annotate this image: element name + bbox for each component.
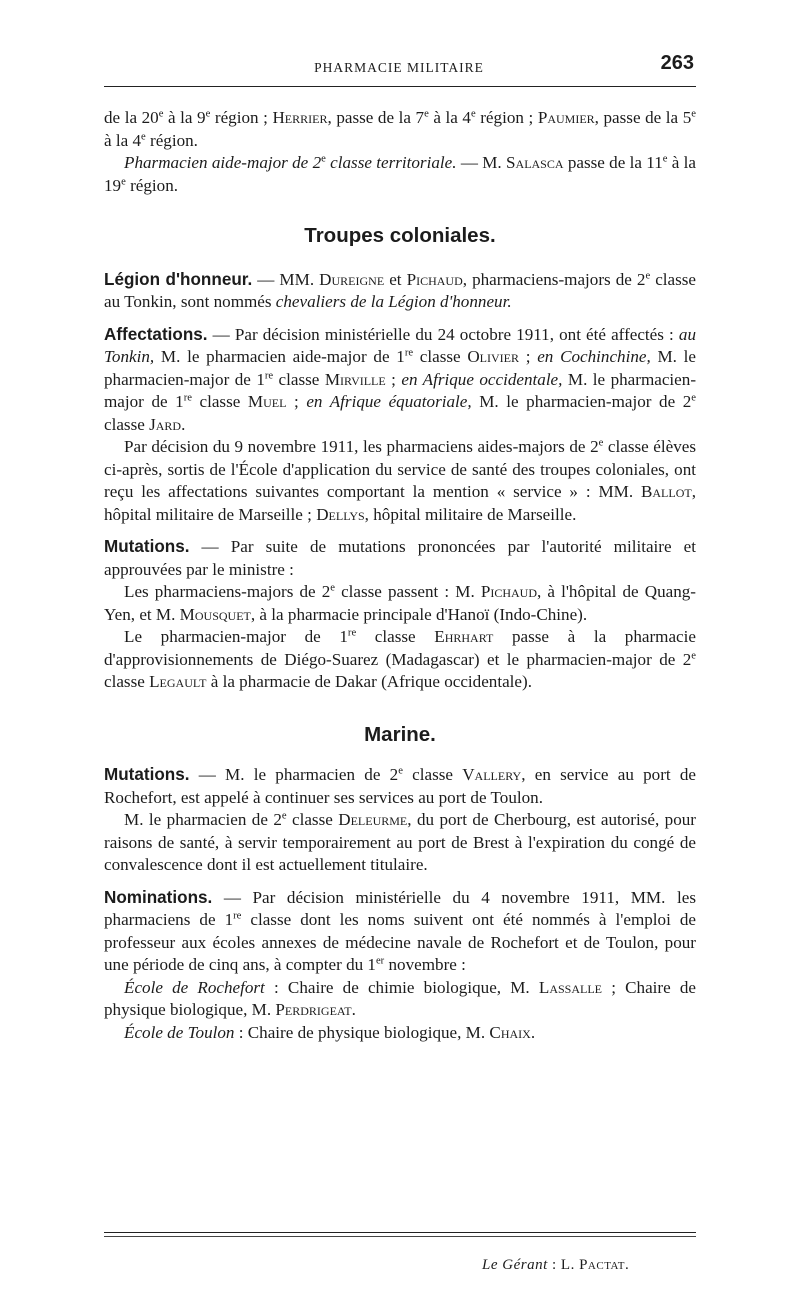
person-name: Legault (149, 672, 207, 691)
paragraph-mutations-ehrhart (104, 626, 696, 694)
text: . (530, 1022, 536, 1042)
header-rule (104, 86, 696, 87)
superscript: e (398, 765, 403, 777)
superscript: e (281, 810, 287, 822)
text: M. le pharmacien-major de 2 (471, 392, 692, 411)
person-name: Pichaud (406, 269, 463, 289)
italic-text: Le Gérant (482, 1257, 548, 1273)
superscript: re (404, 347, 414, 359)
text: — Par décision ministérielle du 4 novembre 1911, MM. les pharmaciens de 1 (104, 887, 696, 929)
superscript: e (205, 108, 211, 120)
section-title-marine: Marine. (364, 722, 436, 746)
superscript: re (347, 627, 357, 639)
text: M. le pharmacien-major de 1 (104, 347, 697, 389)
text: et (384, 269, 407, 289)
person-name: Vallery (462, 765, 522, 784)
text: . (181, 414, 186, 434)
gerant-signature (482, 1257, 629, 1274)
text: M. le pharmacien aide-major de 1 (154, 347, 405, 366)
paragraph-mutations-colonies (104, 536, 696, 581)
paragraph-decision-9-novembre (104, 436, 696, 526)
paragraph-label: Mutations. (104, 765, 190, 784)
running-title: PHARMACIE MILITAIRE (314, 60, 484, 75)
paragraph-label: Nominations. (104, 887, 213, 907)
superscript: e (598, 437, 604, 449)
text: région. (145, 130, 198, 150)
person-name: Ballot (640, 482, 692, 501)
text: classe (104, 672, 150, 691)
paragraph-nominations (104, 887, 696, 977)
superscript: e (121, 175, 126, 187)
text: , hôpital militaire de Marseille ; (104, 482, 696, 524)
paragraph-legion-honneur (104, 269, 696, 314)
running-head (104, 50, 694, 80)
text: — Par décision ministérielle du 24 octobre 1911, ont été affectés : (207, 324, 679, 344)
text: classe passent : M. (334, 582, 481, 601)
person-name: Lassalle (538, 977, 603, 997)
text: . (351, 1000, 356, 1019)
paragraph-mutations-majors (104, 581, 696, 626)
text: ; Chaire de physique biologique, M. (104, 977, 696, 1019)
text: , en service au port de Rochefort, est appelé à continuer ses services au port de Toulon. (104, 765, 697, 807)
person-name: Herrier (272, 108, 328, 127)
text: à la pharmacie de Dakar (Afrique occidentale). (206, 672, 532, 691)
paragraph-territorial (104, 152, 696, 197)
italic-text: en Afrique occidentale, (401, 369, 563, 389)
text: , passe de la 5 (594, 108, 692, 127)
text: classe (286, 810, 339, 829)
text: classe dont les noms suivent ont été nommés à l'emploi de professeur aux écoles annexes de médecine navale de Rochefort et de Toulon, pour une période de cinq ans, à compter du 1 (104, 910, 696, 974)
person-name: Dureigne (319, 269, 385, 289)
superscript: e (691, 392, 696, 404)
text: — M. (456, 153, 507, 172)
text: novembre : (384, 955, 466, 974)
italic-text: au Tonkin, (104, 324, 696, 366)
text: M. le pharmacien de 2 (124, 810, 282, 829)
superscript: e (158, 108, 164, 120)
superscript: e (470, 108, 476, 120)
person-name: Muel (247, 392, 287, 411)
superscript: e (330, 582, 335, 594)
text: classe (402, 765, 463, 784)
text: — MM. (252, 269, 320, 289)
text: passe à la pharmacie d'approvisionnements de Diégo-Suarez (Madagascar) et le pharmacien-major de 2 (104, 627, 696, 669)
text: , à la pharmacie principale d'Hanoï (Indo-Chine). (250, 604, 588, 624)
text: classe (273, 369, 325, 389)
superscript: e (141, 130, 146, 142)
text: région ; (210, 108, 273, 127)
text: ; (519, 347, 538, 366)
person-name: Perdrigeat (275, 1000, 352, 1019)
paragraph-mutations-marine (104, 764, 696, 809)
person-name: Pichaud (480, 582, 538, 601)
text: classe (191, 392, 248, 411)
text: : Chaire de chimie biologique, M. (264, 977, 539, 997)
text: , à l'hôpital de Quang-Yen, et M. (104, 582, 696, 624)
superscript: e (645, 269, 651, 281)
paragraph-ecole-rochefort (104, 977, 696, 1022)
superscript: er (375, 955, 385, 967)
italic-text: École de Toulon (124, 1022, 235, 1042)
superscript: e (691, 649, 696, 661)
superscript: re (264, 369, 274, 381)
text: Le pharmacien-major de 1 (124, 627, 348, 646)
text: classe (356, 627, 435, 646)
text: Par décision du 9 novembre 1911, les pharmaciens aides-majors de 2 (124, 437, 599, 456)
paragraph-label: Mutations. (104, 537, 190, 556)
text: , hôpital militaire de Marseille. (364, 504, 577, 524)
text: : L. (547, 1257, 580, 1273)
text: classe (413, 347, 468, 366)
paragraph-ecole-toulon (104, 1022, 696, 1045)
person-name: Mousquet (179, 604, 251, 624)
text: : Chaire de physique biologique, M. (234, 1022, 490, 1042)
paragraph-region-transfers (104, 107, 696, 152)
superscript: e (691, 108, 696, 120)
text: . (625, 1257, 630, 1273)
text: ; (385, 369, 402, 389)
footer-rule-thin (104, 1236, 696, 1237)
section-title-troupes-coloniales: Troupes coloniales. (304, 224, 496, 247)
paragraph-label: Légion d'honneur. (104, 269, 253, 289)
text: — Par suite de mutations prononcées par l'autorité militaire et approuvées par le ministre : (104, 537, 696, 579)
superscript: e (662, 153, 668, 165)
text: région. (125, 175, 179, 195)
text: région ; (475, 108, 538, 127)
text: de la 20 (104, 108, 159, 127)
italic-text: École de Rochefort (124, 977, 265, 997)
italic-text: Pharmacien aide-major de 2 (124, 153, 322, 172)
paragraph-mutations-deleurme (104, 809, 696, 877)
person-name: Chaix (489, 1022, 531, 1042)
person-name: Deleurme (338, 810, 408, 829)
text: à la 19 (104, 153, 697, 195)
text: , pharmaciens-majors de 2 (462, 269, 646, 289)
italic-text: en Afrique équatoriale, (306, 392, 472, 411)
text: Les pharmaciens-majors de 2 (124, 582, 331, 601)
text: M. le pharmacien-major de 1 (104, 369, 697, 411)
superscript: e (321, 153, 326, 165)
page-number: 263 (660, 52, 694, 74)
superscript: re (183, 392, 192, 404)
paragraph-label: Affectations. (104, 324, 208, 344)
paragraph-affectations (104, 324, 696, 437)
person-name: Paumier (537, 108, 595, 127)
superscript: re (233, 910, 242, 922)
text: , du port de Cherbourg, est autorisé, pour raisons de santé, à servir temporairement au port de Brest à l'expiration du congé de convalescence dont il est actuellement titulaire. (104, 810, 696, 874)
text: classe (104, 414, 150, 434)
person-name: Salasca (506, 153, 564, 172)
text: classe au Tonkin, sont nommés (104, 269, 697, 311)
italic-text: classe territoriale. (325, 153, 457, 172)
text: à la 4 (104, 130, 142, 150)
italic-text: chevaliers de la Légion d'honneur. (275, 292, 512, 311)
text: ; (286, 392, 307, 411)
person-name: Olivier (467, 347, 519, 366)
text: à la 4 (428, 108, 471, 127)
italic-text: en Cochinchine, (537, 347, 651, 366)
text: classe élèves ci-après, sortis de l'École d'application du service de santé des troupes coloniales, ont reçu les affectations suivantes comportant la mention « service » : MM. (104, 437, 696, 501)
person-name: Ehrhart (434, 627, 494, 646)
person-name: Pactat (579, 1257, 625, 1273)
text: — M. le pharmacien de 2 (189, 765, 399, 784)
page-body (104, 107, 696, 1044)
text: passe de la 11 (563, 153, 663, 172)
person-name: Dellys (316, 504, 365, 524)
person-name: Mirville (324, 369, 386, 389)
person-name: Jard (149, 414, 182, 434)
text: à la 9 (163, 108, 206, 127)
footer-rule (104, 1232, 696, 1233)
superscript: e (424, 108, 429, 120)
text: , passe de la 7 (327, 108, 425, 127)
